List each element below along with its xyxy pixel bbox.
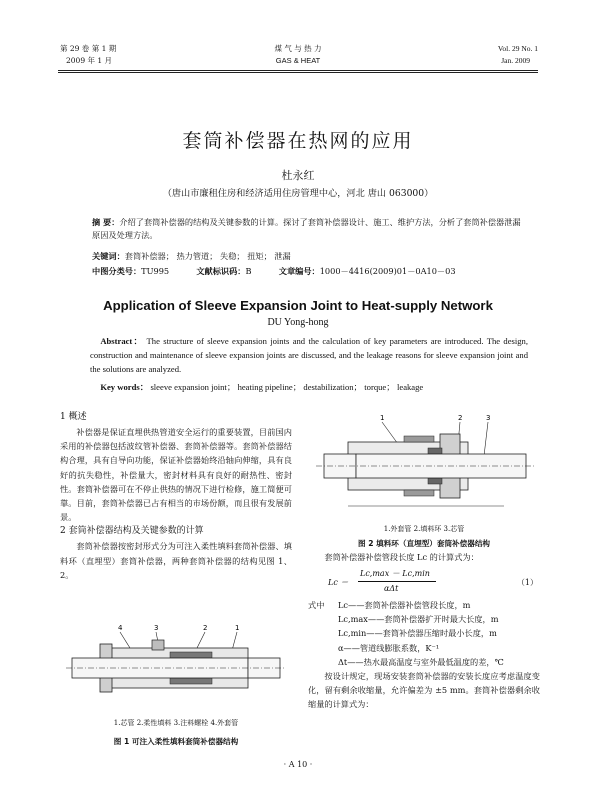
fig2-label-2: 2 xyxy=(458,414,463,422)
volume-cn: 第 29 卷 第 1 期 xyxy=(60,44,117,53)
author-cn: 杜永红 xyxy=(281,169,315,182)
fig2-label-1: 1 xyxy=(380,414,385,422)
figure-2 xyxy=(308,410,540,548)
abstract-en-text: The structure of sleeve expansion joints and the calculation of key parameters are introduced. The design, construction and maintenance of sleeve expansion joints are discussed, and the leakage reasons for sleeve expansion joint and the solutions are analyzed. xyxy=(90,336,528,374)
section2-paragraph: 套筒补偿器按密封形式分为可注入柔性填料套筒补偿器、填料环（直埋型）套筒补偿器，两种套筒补偿器的结构见图 1、2。 xyxy=(60,541,292,580)
equation-1 xyxy=(310,567,540,599)
keywords-en-label: Key words： xyxy=(100,382,149,392)
date-en: Jan. 2009 xyxy=(501,56,530,65)
author-en: DU Yong-hong xyxy=(267,317,329,328)
section1-paragraph: 补偿器是保证直埋供热管道安全运行的重要装置，目前国内采用的补偿器包括波纹管补偿器、套筒补偿器等。套筒补偿器结构合理，具有自导向功能，保证补偿器始终沿轴向伸缩，具有良好的抗失稳性，补偿量大，密封材料具有良好的耐热性、密封性。套筒补偿器可在不停止供热的情况下进行检修，施工简便可靠。目前，套筒补偿器已占有相当的市场份额，而且很有发展前景。 xyxy=(60,427,292,523)
volume-en: Vol. 29 No. 1 xyxy=(497,44,538,53)
figure-2-caption: 图 2 填料环（直埋型）套筒补偿器结构 xyxy=(357,539,491,548)
definition-item: Lc,max——套筒补偿器扩开时最大长度，m xyxy=(338,614,499,625)
fig1-label-3: 3 xyxy=(154,624,159,632)
left-column xyxy=(60,410,292,582)
title-en: Application of Sleeve Expansion Joint to Heat-supply Network xyxy=(103,298,493,313)
where-label: 式中 xyxy=(308,600,325,610)
equation-denominator: αΔt xyxy=(384,584,399,593)
abstract-cn-label: 摘 要： xyxy=(92,217,120,227)
section2-heading: 2 套筒补偿器结构及关键参数的计算 xyxy=(60,526,204,537)
keywords-en xyxy=(90,380,528,394)
article-no-label: 文章编号： xyxy=(278,266,320,276)
fig1-label-1: 1 xyxy=(235,624,240,632)
fig1-label-4: 4 xyxy=(118,624,123,632)
equation-numerator: Lc,max － Lc,min xyxy=(360,569,430,578)
date-cn: 2009 年 1 月 xyxy=(66,56,113,65)
figure-2-legend: 1.外套管 2.填料环 3.芯管 xyxy=(383,525,465,533)
doc-code-value: B xyxy=(245,266,252,276)
keywords-cn xyxy=(92,250,524,263)
figure-1-legend: 1.芯管 2.柔性填料 3.注料螺栓 4.外套管 xyxy=(113,719,239,727)
abstract-en-label: Abstract： xyxy=(100,336,144,346)
right-column-intro xyxy=(308,550,540,564)
length-formula-intro: 套筒补偿器补偿管段长度 Lc 的计算式为： xyxy=(324,552,479,562)
abstract-cn xyxy=(92,216,524,242)
keywords-en-text: sleeve expansion joint； heating pipeline； destabilization； torque； leakage xyxy=(150,382,424,392)
keywords-cn-text: 套筒补偿器； 热力管道； 失稳； 扭矩； 泄漏 xyxy=(124,251,291,261)
header-rule-bottom xyxy=(58,72,538,73)
doc-code-label: 文献标识码： xyxy=(196,266,246,276)
figure-1-caption: 图 1 可注入柔性填料套筒补偿器结构 xyxy=(113,737,239,746)
classification-line xyxy=(92,265,532,278)
equation-number: （1） xyxy=(516,578,538,587)
figure-1-drawing xyxy=(60,620,292,712)
clc-label: 中图分类号： xyxy=(92,266,142,276)
definition-item: Δt——热水最高温度与室外最低温度的差，℃ xyxy=(338,656,504,667)
abstract-en xyxy=(90,334,528,376)
title-cn: 套筒补偿器在热网的应用 xyxy=(182,130,414,152)
keywords-cn-label: 关键词： xyxy=(92,251,125,261)
abstract-cn-text: 介绍了套筒补偿器的结构及关键参数的计算。探讨了套筒补偿器设计、施工、维护方法，分析了套筒补偿器泄漏原因及处理方法。 xyxy=(92,217,521,240)
article-no-value: 1000－4416(2009)01－0A10－03 xyxy=(319,266,456,276)
installation-paragraph: 按设计规定，现场安装套筒补偿器的安装长度应考虑温度变化，留有剩余收缩量，允许偏差为 ±5 mm。套筒补偿器剩余收缩量的计算式为： xyxy=(308,671,540,710)
equation-lhs: Lc ＝ xyxy=(328,578,349,587)
fig2-label-3: 3 xyxy=(486,414,491,422)
symbol-definitions xyxy=(308,598,540,712)
fraction-bar xyxy=(358,581,436,582)
affiliation-cn: （唐山市廉租住房和经济适用住房管理中心，河北 唐山 063000） xyxy=(162,188,434,199)
figure-1 xyxy=(60,620,292,750)
definition-list xyxy=(308,598,540,669)
header-rule-top xyxy=(58,70,538,71)
clc-value: TU995 xyxy=(141,266,170,276)
definition-item: α——管道线膨胀系数，K⁻¹ xyxy=(338,642,440,653)
definition-item: Lc——套筒补偿器补偿管段长度，m xyxy=(338,600,471,610)
section1-heading: 1 概述 xyxy=(60,412,87,422)
figure-2-drawing xyxy=(308,410,540,520)
journal-en: GAS & HEAT xyxy=(275,56,321,65)
page-number: · A 10 · xyxy=(283,760,313,769)
definition-item: Lc,min——套筒补偿器压缩时最小长度，m xyxy=(338,628,497,639)
fig1-label-2: 2 xyxy=(203,624,208,632)
journal-cn: 煤 气 与 热 力 xyxy=(274,44,322,53)
